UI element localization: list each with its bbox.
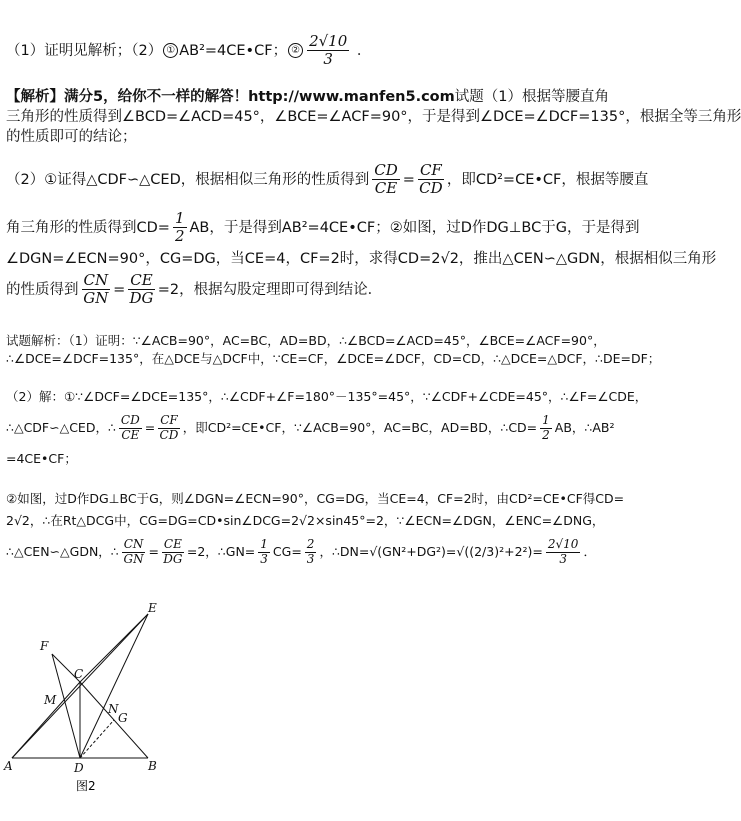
frac-cd-ce-2: $\frac{CD}{CE}$: [120, 413, 140, 442]
label-m: M: [44, 693, 57, 707]
segment-de: [80, 614, 148, 758]
answer-part1: （1）证明见解析；: [6, 42, 132, 59]
analysis-p2-line-3: ∠DGN=∠ECN=90°，CG=DG，当CE=4，CF=2时，求得CD=2√2，推出△CEN∽△GDN，根据相似三角形: [6, 251, 717, 267]
solution-line-4: ∴△CDF∽△CED，∴ $\frac{CD}{CE}$ = $\frac{CF}{CD}$ ，即CD²=CE•CF，∵∠ACB=90°，AC=BC，AD=BD，∴CD= $\frac{1}{2}$ AB，∴AB²: [6, 413, 615, 442]
frac-cn-gn-2: $\frac{CN}{GN}$: [123, 537, 144, 566]
frac-cf-cd: $\frac{CF}{CD}$: [419, 161, 443, 198]
frac-cf-cd-2: $\frac{CF}{CD}$: [159, 413, 179, 442]
solution-line-5: =4CE•CF；: [6, 451, 77, 466]
solution-line-2: ∴∠DCE=∠DCF=135°，在△DCE与△DCF中，∵CE=CF，∠DCE=∠DCF，CD=CD，∴△DCE=△DCF，∴DE=DF；: [6, 351, 661, 366]
label-n: N: [108, 702, 119, 716]
analysis-tag: 【解析】满分5，给你不一样的解答！http://www.manfen5.com: [6, 89, 455, 105]
analysis-p2-line-2: 角三角形的性质得到CD= $\frac{1}{2}$ AB，于是得到AB²=4CE•CF；②如图，过D作DG⊥BC于G，于是得到: [6, 209, 640, 246]
label-d: D: [74, 761, 84, 775]
segment-ce: [80, 614, 148, 682]
analysis-line-3: 的性质即可的结论；: [6, 129, 137, 145]
solution-line-1: 试题解析：（1）证明：∵∠ACB=90°，AC=BC，AD=BD，∴∠BCD=∠ACD=45°，∠BCE=∠ACF=90°，: [6, 333, 606, 348]
answer-line: （1）证明见解析；（2） ① AB²=4CE•CF； ② $\frac{2√10}{3}$ ．: [6, 32, 372, 69]
frac-half-2: $\frac{1}{2}$: [542, 413, 550, 442]
solution-line-3: （2）解：①∵∠DCF=∠DCE=135°，∴∠CDF+∠F=180°－135°=45°，∵∠CDF+∠CDE=45°，∴∠F=∠CDE，: [6, 389, 648, 404]
label-a: A: [4, 759, 13, 773]
frac-ce-dg-2: $\frac{CE}{DG}$: [163, 537, 183, 566]
answer-part2: （2）: [131, 42, 163, 59]
geometry-figure: [0, 600, 200, 800]
answer-1: AB²=4CE•CF；: [179, 42, 288, 59]
analysis-p2-line-4: 的性质得到 $\frac{CN}{GN}$ = $\frac{CE}{DG}$ =2，根据勾股定理即可得到结论．: [6, 271, 383, 308]
circled-2: ②: [288, 43, 303, 58]
solution-line-8: ∴△CEN∽△GDN，∴ $\frac{CN}{GN}$ = $\frac{CE}{DG}$ =2，∴GN= $\frac{1}{3}$ CG= $\frac{2}{3}$ ，∴DN=√(GN²+DG²)=√((2/3)²+2²)= $\frac{2√10}{3}$ ．: [6, 537, 596, 566]
frac-two-thirds: $\frac{2}{3}$: [306, 537, 315, 566]
answer-2-fraction: $\frac{2√10}{3}$: [309, 32, 348, 69]
analysis-line-1: 【解析】满分5，给你不一样的解答！http://www.manfen5.com试题（1）根据等腰直角: [6, 89, 609, 105]
analysis-line-2: 三角形的性质得到∠BCD=∠ACD=45°，∠BCE=∠ACF=90°，于是得到∠DCE=∠DCF=135°，根据全等三角形: [6, 109, 741, 125]
frac-final: $\frac{2√10}{3}$: [547, 537, 579, 566]
frac-half: $\frac{1}{2}$: [174, 209, 185, 246]
solution-line-7: 2√2，∴在Rt△DCG中，CG=DG=CD•sin∠DCG=2√2×sin45°=2，∵∠ECN=∠DGN，∠ENC=∠DNG，: [6, 513, 605, 528]
label-f: F: [40, 639, 49, 653]
frac-ce-dg: $\frac{CE}{DG}$: [129, 271, 154, 308]
frac-cd-ce: $\frac{CD}{CE}$: [374, 161, 398, 198]
solution-line-6: ②如图，过D作DG⊥BC于G，则∠DGN=∠ECN=90°，CG=DG，当CE=4，CF=2时，由CD²=CE•CF得CD=: [6, 491, 625, 506]
segment-dg: [80, 720, 114, 758]
frac-cn-gn: $\frac{CN}{GN}$: [83, 271, 109, 308]
frac-one-third: $\frac{1}{3}$: [260, 537, 268, 566]
label-c: C: [74, 667, 84, 681]
label-b: B: [148, 759, 157, 773]
figure-caption: 图2: [76, 779, 96, 793]
circled-1: ①: [163, 43, 178, 58]
analysis-p2-line-1: （2）①证得△CDF∽△CED，根据相似三角形的性质得到 $\frac{CD}{CE}$ = $\frac{CF}{CD}$ ，即CD²=CE•CF，根据等腰直: [6, 161, 649, 198]
label-g: G: [118, 711, 128, 725]
label-e: E: [148, 601, 157, 615]
